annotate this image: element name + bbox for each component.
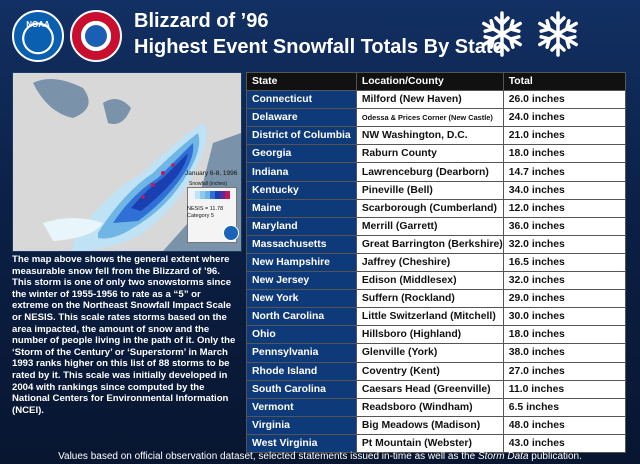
title-line-2: Highest Event Snowfall Totals By State <box>134 36 504 58</box>
total-cell: 18.0 inches <box>503 326 625 344</box>
state-cell: Pennsylvania <box>247 344 357 362</box>
footer-text-end: publication. <box>528 451 582 462</box>
state-cell: Kentucky <box>247 181 357 199</box>
map-legend-title: Snowfall (inches) <box>189 181 228 187</box>
state-cell: Maine <box>247 199 357 217</box>
location-cell: Readsboro (Windham) <box>356 398 503 416</box>
table-row <box>247 272 626 290</box>
total-cell: 27.0 inches <box>503 362 625 380</box>
state-cell: Delaware <box>247 109 357 127</box>
snowfall-map <box>12 72 242 252</box>
location-cell: Lawrenceburg (Dearborn) <box>356 163 503 181</box>
state-cell: Virginia <box>247 416 357 434</box>
location-cell: Pt Mountain (Webster) <box>356 434 503 452</box>
footer-note <box>0 451 640 462</box>
header-total: Total <box>503 73 625 91</box>
nws-logo-center <box>85 25 107 47</box>
table-row <box>247 145 626 163</box>
table-row <box>247 416 626 434</box>
table-row <box>247 109 626 127</box>
location-cell: Little Switzerland (Mitchell) <box>356 308 503 326</box>
location-cell: Hillsboro (Highland) <box>356 326 503 344</box>
total-cell: 6.5 inches <box>503 398 625 416</box>
table-row <box>247 253 626 271</box>
location-cell: Pineville (Bell) <box>356 181 503 199</box>
total-cell: 21.0 inches <box>503 127 625 145</box>
table-row <box>247 398 626 416</box>
location-cell: Edison (Middlesex) <box>356 272 503 290</box>
table-row <box>247 235 626 253</box>
total-cell: 48.0 inches <box>503 416 625 434</box>
table-row <box>247 199 626 217</box>
table-row <box>247 362 626 380</box>
total-cell: 26.0 inches <box>503 91 625 109</box>
snowflake-icon <box>534 10 582 58</box>
location-cell: Suffern (Rockland) <box>356 290 503 308</box>
map-date: January 6-8, 1996 <box>185 170 238 177</box>
location-cell: Milford (New Haven) <box>356 91 503 109</box>
location-cell: Great Barrington (Berkshire) <box>356 235 503 253</box>
total-cell: 16.5 inches <box>503 253 625 271</box>
total-cell: 24.0 inches <box>503 109 625 127</box>
map-legend-scale <box>188 188 236 204</box>
table-row <box>247 217 626 235</box>
footer-italic: Storm Data <box>477 451 529 462</box>
table-row <box>247 308 626 326</box>
total-cell: 38.0 inches <box>503 344 625 362</box>
table-row <box>247 91 626 109</box>
location-cell: NW Washington, D.C. <box>356 127 503 145</box>
location-cell: Merrill (Garrett) <box>356 217 503 235</box>
total-cell: 11.0 inches <box>503 380 625 398</box>
total-cell: 14.7 inches <box>503 163 625 181</box>
state-cell: Georgia <box>247 145 357 163</box>
table-row <box>247 326 626 344</box>
state-cell: Connecticut <box>247 91 357 109</box>
location-cell: Odessa & Prices Corner (New Castle) <box>356 109 503 127</box>
state-cell: District of Columbia <box>247 127 357 145</box>
state-cell: South Carolina <box>247 380 357 398</box>
location-cell: Raburn County <box>356 145 503 163</box>
location-cell: Caesars Head (Greenville) <box>356 380 503 398</box>
table-row <box>247 380 626 398</box>
state-cell: New Hampshire <box>247 253 357 271</box>
footer-text-start: Values based on official observation dataset, selected statements issued in-time as well as the <box>58 451 478 462</box>
location-cell: Scarborough (Cumberland) <box>356 199 503 217</box>
total-cell: 32.0 inches <box>503 272 625 290</box>
location-cell: Big Meadows (Madison) <box>356 416 503 434</box>
state-cell: Maryland <box>247 217 357 235</box>
nesis-category: Category 5 <box>187 213 214 219</box>
total-cell: 36.0 inches <box>503 217 625 235</box>
noaa-logo-text: NOAA <box>26 20 50 29</box>
state-cell: Vermont <box>247 398 357 416</box>
state-cell: New York <box>247 290 357 308</box>
table-row <box>247 290 626 308</box>
table-row <box>247 434 626 452</box>
state-cell: North Carolina <box>247 308 357 326</box>
nesis-value: NESIS = 11.78 <box>187 206 224 212</box>
location-cell: Glenville (York) <box>356 344 503 362</box>
map-nesis <box>187 206 223 220</box>
noaa-logo <box>12 10 64 62</box>
page-title <box>134 8 504 60</box>
header-location: Location/County <box>356 73 503 91</box>
description-text: The map above shows the general extent where measurable snow fell from the Blizzard of ’96. This storm is one of only two snowstorms since the winter of 1955-1956 to rate as a “5” or extreme on the Northeast Snowfall Impact Scale or NESIS. This scale rates storms based on the area impacted, the amount of snow and the number of people living in the path of it. Only the ‘Storm of the Century’ or ‘Superstorm’ in March 1993 ranks higher on this list of 88 storms to be rated by it. This scale was initially developed in 2004 with rankings since computed by the National Centers for Environmental Information (NCEI). <box>12 254 236 416</box>
total-cell: 18.0 inches <box>503 145 625 163</box>
total-cell: 12.0 inches <box>503 199 625 217</box>
state-cell: New Jersey <box>247 272 357 290</box>
state-cell: West Virginia <box>247 434 357 452</box>
state-cell: Indiana <box>247 163 357 181</box>
snowfall-table <box>246 72 626 453</box>
table-row <box>247 181 626 199</box>
title-line-1: Blizzard of ’96 <box>134 10 269 32</box>
nws-logo <box>70 10 122 62</box>
location-cell: Jaffrey (Cheshire) <box>356 253 503 271</box>
snowflake-icon <box>478 10 526 58</box>
description <box>12 254 240 416</box>
header-state: State <box>247 73 357 91</box>
noaa-logo-small <box>223 225 239 241</box>
table-row <box>247 127 626 145</box>
state-cell: Rhode Island <box>247 362 357 380</box>
total-cell: 34.0 inches <box>503 181 625 199</box>
state-cell: Ohio <box>247 326 357 344</box>
total-cell: 30.0 inches <box>503 308 625 326</box>
location-cell: Coventry (Kent) <box>356 362 503 380</box>
table-row <box>247 344 626 362</box>
state-cell: Massachusetts <box>247 235 357 253</box>
header <box>0 0 640 66</box>
table-header-row <box>247 73 626 91</box>
total-cell: 32.0 inches <box>503 235 625 253</box>
table-row <box>247 163 626 181</box>
total-cell: 43.0 inches <box>503 434 625 452</box>
total-cell: 29.0 inches <box>503 290 625 308</box>
